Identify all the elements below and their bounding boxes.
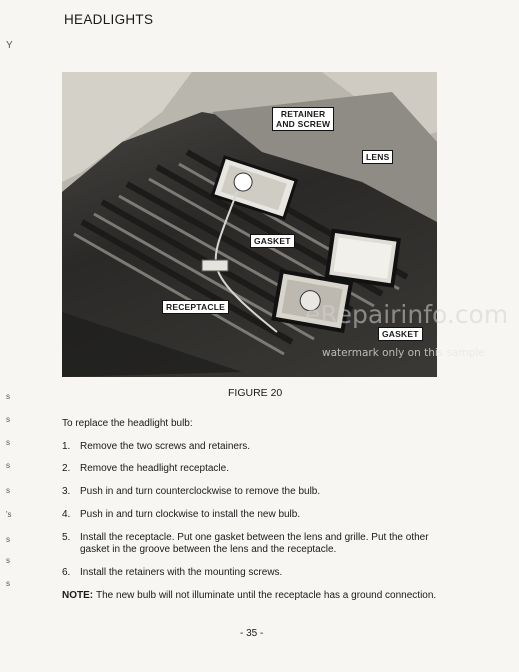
upper-headlight	[213, 157, 297, 218]
page-number: - 35 -	[240, 628, 264, 639]
bodywork-highlight	[62, 72, 192, 182]
callout-gasket-bottom: GASKET	[378, 327, 423, 341]
step-text: Install the retainers with the mounting screws.	[80, 567, 283, 578]
margin-mark: s	[6, 438, 10, 447]
margin-mark: s	[6, 579, 10, 588]
step-text: Remove the headlight receptacle.	[80, 463, 229, 474]
note-label: NOTE:	[62, 590, 94, 601]
headlight-photo	[62, 72, 437, 377]
step-number: 2.	[62, 463, 71, 474]
margin-mark: s	[6, 415, 10, 424]
watermark: eRepairinfo.com	[305, 300, 509, 329]
step-number: 1.	[62, 441, 71, 452]
page-title: HEADLIGHTS	[64, 12, 154, 27]
margin-mark: s	[6, 392, 10, 401]
callout-retainer-and-screw: RETAINER AND SCREW	[272, 107, 334, 131]
shadow	[62, 312, 242, 377]
margin-mark: s	[6, 461, 10, 470]
step-number: 4.	[62, 509, 71, 520]
lens	[327, 231, 399, 286]
watermark-subtext: watermark only on this sample	[322, 347, 485, 359]
step-text: Remove the two screws and retainers.	[80, 441, 251, 452]
margin-mark: s	[6, 486, 10, 495]
margin-mark: s	[6, 535, 10, 544]
margin-mark: Y	[6, 40, 13, 51]
callout-lens: LENS	[362, 150, 393, 164]
margin-mark: s	[6, 556, 10, 565]
margin-mark: 's	[6, 510, 12, 519]
step-number: 5.	[62, 532, 71, 543]
step-text: Push in and turn clockwise to install the new bulb.	[80, 509, 301, 520]
note-text: The new bulb will not illuminate until the receptacle has a ground connection.	[96, 590, 437, 601]
step-number: 3.	[62, 486, 71, 497]
wire-connector	[202, 260, 228, 271]
step-number: 6.	[62, 567, 71, 578]
callout-gasket-top: GASKET	[250, 234, 295, 248]
step-text: Push in and turn counterclockwise to remove the bulb.	[80, 486, 321, 497]
step-text: Install the receptacle. Put one gasket between the lens and grille. Put the other gasket in the groove between the lens and the receptacle.	[80, 532, 429, 555]
instructions-intro: To replace the headlight bulb:	[62, 418, 193, 429]
figure-caption: FIGURE 20	[228, 387, 283, 399]
callout-receptacle: RECEPTACLE	[162, 300, 229, 314]
